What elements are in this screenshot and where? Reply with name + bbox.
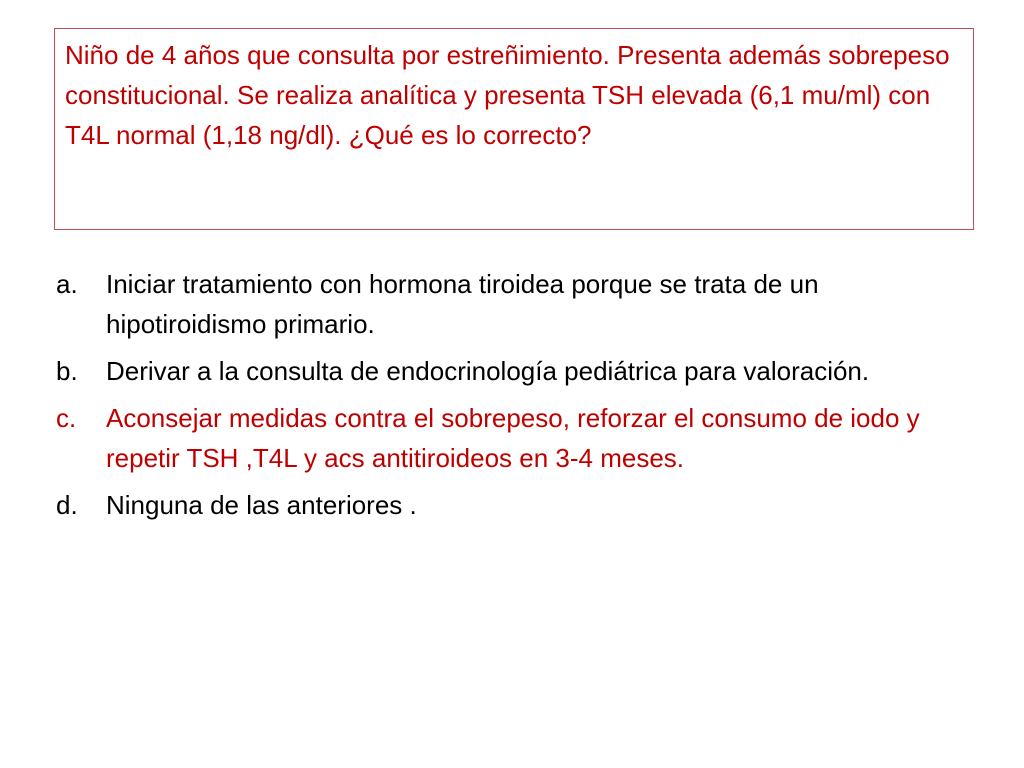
option-letter: d. [56,490,78,520]
question-text: Niño de 4 años que consulta por estreñimiento. Presenta además sobrepeso constitucional. Se realiza analítica y presenta TSH elevada (6,1 mu/ml) con T4L normal (1,18 ng/dl). ¿Qué es lo correcto? [65,40,950,150]
option-letter: a. [56,269,78,299]
option-letter: c. [56,403,77,433]
answer-options [56,264,956,532]
option-c [56,398,956,478]
option-text: Aconsejar medidas contra el sobrepeso, reforzar el consumo de iodo y repetir TSH ,T4L y acs antitiroideos en 3-4 meses. [106,403,920,473]
option-b [56,351,956,391]
option-d [56,485,956,525]
question-box [54,28,974,230]
option-a [56,264,956,344]
option-text: Derivar a la consulta de endocrinología pediátrica para valoración. [106,356,870,386]
option-text: Ninguna de las anteriores . [106,490,417,520]
option-text: Iniciar tratamiento con hormona tiroidea porque se trata de un hipotiroidismo primario. [106,269,819,339]
option-letter: b. [56,356,78,386]
